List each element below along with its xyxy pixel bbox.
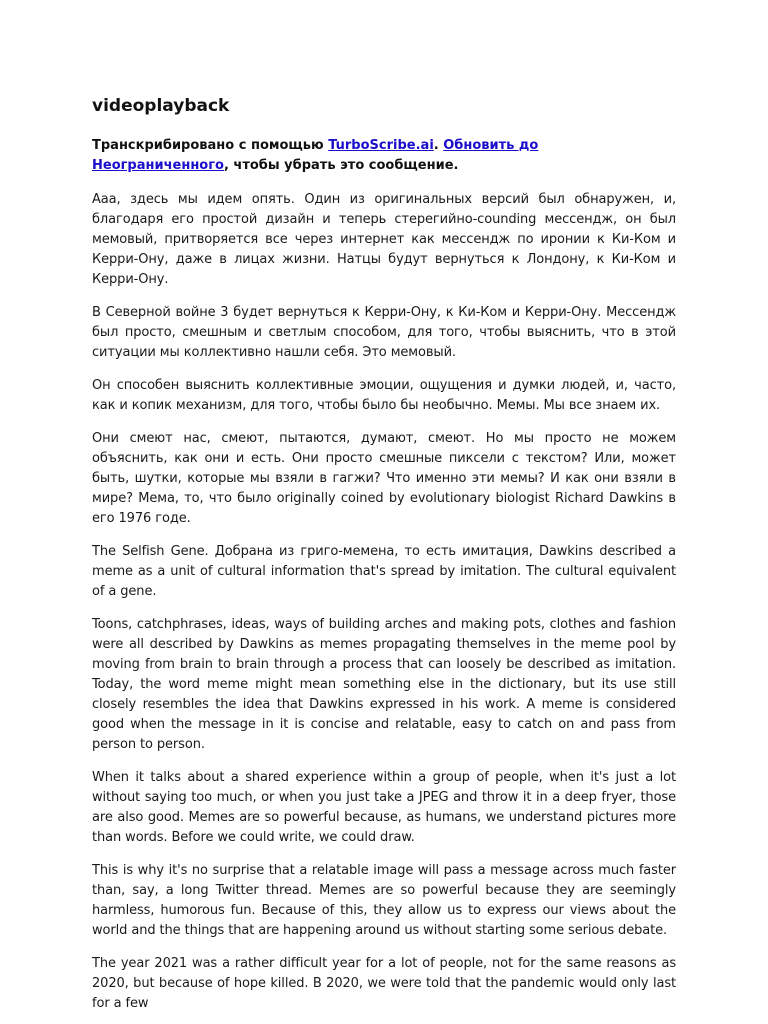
notice-prefix: Транскрибировано с помощью: [92, 138, 329, 153]
notice-suffix: , чтобы убрать это сообщение.: [223, 158, 459, 173]
paragraph-1: Ааа, здесь мы идем опять. Один из оригинальных версий был обнаружен, и, благодаря его простой дизайн и теперь стерегийно-counding мессендж, он был мемовый, притворяется все через интернет как мессендж по иронии к Ки-Ком и Керри-Ону, даже в лицах жизни. Натцы будут вернуться к Лондону, к Ки-Ком и Керри-Ону.: [92, 192, 676, 287]
paragraph-3: Он способен выяснить коллективные эмоции, ощущения и думки людей, и, часто, как и копик механизм, для того, чтобы было бы необычно. Мемы. Мы все знаем их.: [92, 378, 676, 413]
paragraph-6: Toons, catchphrases, ideas, ways of building arches and making pots, clothes and fashion were all described by Dawkins as memes propagating themselves in the meme pool by moving from brain to brain through a process that can loosely be described as imitation. Today, the word meme might mean something else in the dictionary, but its use still closely resembles the idea that Dawkins expressed in his work. A meme is considered good when the message in it is concise and relatable, easy to catch on and pass from person to person.: [92, 617, 676, 752]
paragraph-7: When it talks about a shared experience within a group of people, when it's just a lot without saying too much, or when you just take a JPEG and throw it in a deep fryer, those are also good. Memes are so powerful because, as humans, we understand pictures more than words. Before we could write, we could draw.: [92, 770, 676, 845]
paragraph-8: This is why it's no surprise that a relatable image will pass a message across much faster than, say, a long Twitter thread. Memes are so powerful because they are seemingly harmless, humorous fun. Because of this, they allow us to express our views about the world and the things that are happening around us without starting some serious debate.: [92, 863, 676, 938]
transcription-notice: [92, 136, 676, 176]
notice-mid: .: [433, 138, 444, 153]
paragraph-2: В Северной войне 3 будет вернуться к Керри-Ону, к Ки-Ком и Керри-Ону. Мессендж был просто, смешным и светлым способом, для того, чтобы выяснить, что в этой ситуации мы коллективно нашли себя. Это мемовый.: [92, 305, 676, 360]
turboscribe-link[interactable]: TurboScribe.ai: [328, 138, 434, 153]
document-title: videoplayback: [92, 96, 230, 116]
upgrade-link[interactable]: Обновить до Неограниченного: [92, 138, 539, 173]
paragraph-5: The Selfish Gene. Добрана из григо-мемена, то есть имитация, Dawkins described a meme as a unit of cultural information that's spread by imitation. The cultural equivalent of a gene.: [92, 544, 676, 599]
paragraph-9: The year 2021 was a rather difficult year for a lot of people, not for the same reasons as 2020, but because of hope killed. В 2020, we were told that the pandemic would only last for a few: [92, 956, 676, 1011]
paragraph-4: Они смеют нас, смеют, пытаются, думают, смеют. Но мы просто не можем объяснить, как они и есть. Они просто смешные пиксели с текстом? Или, может быть, шутки, которые мы взяли в гагжи? Что именно эти мемы? И как они взяли в мире? Мема, то, что было originally coined by evolutionary biologist Richard Dawkins в его 1976 годе.: [92, 431, 676, 526]
